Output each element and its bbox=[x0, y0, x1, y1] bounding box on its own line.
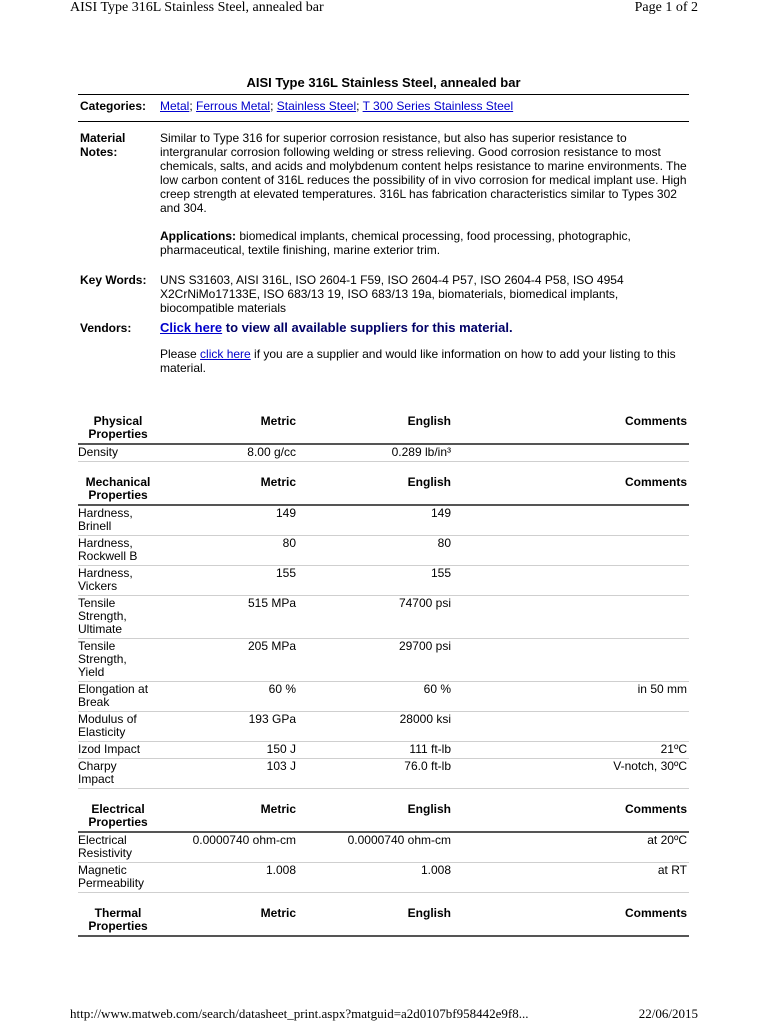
material-notes-row bbox=[78, 131, 689, 257]
metric-value: 193 GPa bbox=[158, 712, 298, 742]
material-notes-label: Material Notes: bbox=[80, 131, 126, 159]
metric-value: 150 J bbox=[158, 742, 298, 759]
datasheet bbox=[78, 72, 689, 937]
table-row bbox=[78, 832, 689, 863]
property-name: Tensile Strength, Yield bbox=[78, 639, 158, 682]
supplier-info-post: if you are a supplier and would like information on how to add your listing to this material. bbox=[160, 347, 676, 375]
metric-value: 0.0000740 ohm-cm bbox=[158, 832, 298, 863]
view-suppliers-text: to view all available suppliers for this material. bbox=[222, 320, 513, 335]
print-header-page: Page 1 of 2 bbox=[634, 0, 698, 15]
categories-row bbox=[78, 99, 689, 121]
comment-value: V-notch, 30ºC bbox=[453, 759, 689, 789]
table-row bbox=[78, 742, 689, 759]
property-name: Hardness, Brinell bbox=[78, 505, 158, 536]
properties-table bbox=[78, 411, 689, 937]
section-name: Electrical Properties bbox=[78, 799, 158, 832]
category-link[interactable]: Metal bbox=[160, 99, 190, 113]
table-row bbox=[78, 863, 689, 893]
applications-text bbox=[160, 229, 689, 257]
comments-column-header: Comments bbox=[453, 799, 689, 832]
metric-column-header: Metric bbox=[158, 799, 298, 832]
property-name: Density bbox=[78, 444, 158, 462]
section-gap bbox=[78, 893, 689, 904]
table-row bbox=[78, 596, 689, 639]
section-gap bbox=[78, 462, 689, 473]
property-name: Tensile Strength, Ultimate bbox=[78, 596, 158, 639]
section-header-row bbox=[78, 472, 689, 505]
category-separator: ; bbox=[270, 99, 274, 113]
key-words-text: UNS S31603, AISI 316L, ISO 2604-1 F59, ISO 2604-4 P57, ISO 2604-4 P58, ISO 4954 X2CrNiMo17133E, ISO 683/13 19, ISO 683/13 19a, biomaterials, biomedical implants, biocompatible materials bbox=[160, 273, 624, 315]
comments-column-header: Comments bbox=[453, 472, 689, 505]
supplier-info-line bbox=[160, 347, 689, 375]
section-name: Physical Properties bbox=[78, 411, 158, 444]
english-column-header: English bbox=[298, 472, 453, 505]
comment-value bbox=[453, 639, 689, 682]
metric-value: 103 J bbox=[158, 759, 298, 789]
english-value: 149 bbox=[298, 505, 453, 536]
key-words-label: Key Words: bbox=[80, 273, 147, 287]
comment-value: in 50 mm bbox=[453, 682, 689, 712]
print-footer bbox=[70, 1006, 698, 1024]
comment-value bbox=[453, 444, 689, 462]
table-row bbox=[78, 444, 689, 462]
add-listing-link[interactable]: click here bbox=[200, 347, 251, 361]
print-header bbox=[70, 0, 698, 18]
print-footer-date: 22/06/2015 bbox=[638, 1006, 698, 1021]
vendors-row bbox=[78, 321, 689, 375]
section-gap bbox=[78, 789, 689, 800]
property-name: Hardness, Vickers bbox=[78, 566, 158, 596]
property-name: Modulus of Elasticity bbox=[78, 712, 158, 742]
table-row bbox=[78, 759, 689, 789]
comment-value bbox=[453, 505, 689, 536]
english-column-header: English bbox=[298, 411, 453, 444]
category-link[interactable]: Ferrous Metal bbox=[196, 99, 271, 113]
table-row bbox=[78, 566, 689, 596]
metric-column-header: Metric bbox=[158, 411, 298, 444]
categories-label: Categories: bbox=[80, 99, 147, 113]
table-row bbox=[78, 682, 689, 712]
view-suppliers-link[interactable]: Click here bbox=[160, 320, 223, 335]
property-name: Izod Impact bbox=[78, 742, 158, 759]
vendors-line bbox=[160, 321, 689, 335]
comment-value bbox=[453, 596, 689, 639]
property-name: Electrical Resistivity bbox=[78, 832, 158, 863]
comment-value: at RT bbox=[453, 863, 689, 893]
categories-list bbox=[160, 99, 689, 113]
metric-value: 155 bbox=[158, 566, 298, 596]
english-value: 155 bbox=[298, 566, 453, 596]
category-separator: ; bbox=[189, 99, 193, 113]
metric-value: 149 bbox=[158, 505, 298, 536]
metric-value: 1.008 bbox=[158, 863, 298, 893]
section-header-row bbox=[78, 799, 689, 832]
metric-column-header: Metric bbox=[158, 903, 298, 936]
key-words-row bbox=[78, 273, 689, 315]
section-header-row bbox=[78, 411, 689, 444]
table-row bbox=[78, 712, 689, 742]
print-footer-url: http://www.matweb.com/search/datasheet_print.aspx?matguid=a2d0107bf958442e9f8... bbox=[70, 1006, 529, 1021]
material-notes-text: Similar to Type 316 for superior corrosion resistance, but also has superior resistance to intergranular corrosion following welding or stress relieving. Good corrosion resistance to most chemicals, salts, and acids and molybdenum content helps resistance to marine environments. The low carbon content of 316L reduces the possibility of in vivo corrosion for medical implant use. High creep strength at elevated temperatures. 316L has fabrication characteristics similar to Types 302 and 304. bbox=[160, 131, 687, 215]
english-column-header: English bbox=[298, 799, 453, 832]
metric-value: 515 MPa bbox=[158, 596, 298, 639]
property-name: Elongation at Break bbox=[78, 682, 158, 712]
english-value: 28000 ksi bbox=[298, 712, 453, 742]
property-name: Hardness, Rockwell B bbox=[78, 536, 158, 566]
section-name: Mechanical Properties bbox=[78, 472, 158, 505]
applications-list: biomedical implants, chemical processing, food processing, photographic, pharmaceutical, textile finishing, marine exterior trim. bbox=[160, 229, 631, 257]
table-row bbox=[78, 639, 689, 682]
table-row bbox=[78, 536, 689, 566]
comment-value: 21ºC bbox=[453, 742, 689, 759]
english-value: 80 bbox=[298, 536, 453, 566]
english-value: 29700 psi bbox=[298, 639, 453, 682]
english-value: 60 % bbox=[298, 682, 453, 712]
supplier-info-pre: Please bbox=[160, 347, 201, 361]
english-value: 74700 psi bbox=[298, 596, 453, 639]
property-name: Charpy Impact bbox=[78, 759, 158, 789]
category-separator: ; bbox=[356, 99, 360, 113]
title-rule bbox=[78, 94, 689, 95]
english-value: 0.0000740 ohm-cm bbox=[298, 832, 453, 863]
metric-value: 205 MPa bbox=[158, 639, 298, 682]
english-value: 76.0 ft-lb bbox=[298, 759, 453, 789]
vendors-label: Vendors: bbox=[80, 321, 132, 335]
print-header-title: AISI Type 316L Stainless Steel, annealed bar bbox=[70, 0, 324, 15]
metric-value: 60 % bbox=[158, 682, 298, 712]
property-name: Magnetic Permeability bbox=[78, 863, 158, 893]
applications-label: Applications: bbox=[160, 229, 237, 243]
comment-value bbox=[453, 566, 689, 596]
categories-rule bbox=[78, 121, 689, 122]
section-name: Thermal Properties bbox=[78, 903, 158, 936]
comment-value: at 20ºC bbox=[453, 832, 689, 863]
section-header-row bbox=[78, 903, 689, 936]
category-link[interactable]: T 300 Series Stainless Steel bbox=[362, 99, 514, 113]
english-value: 111 ft-lb bbox=[298, 742, 453, 759]
category-link[interactable]: Stainless Steel bbox=[276, 99, 357, 113]
english-column-header: English bbox=[298, 903, 453, 936]
english-value: 0.289 lb/in³ bbox=[298, 444, 453, 462]
metric-value: 80 bbox=[158, 536, 298, 566]
english-value: 1.008 bbox=[298, 863, 453, 893]
table-row bbox=[78, 505, 689, 536]
comment-value bbox=[453, 536, 689, 566]
comments-column-header: Comments bbox=[453, 411, 689, 444]
comments-column-header: Comments bbox=[453, 903, 689, 936]
comment-value bbox=[453, 712, 689, 742]
metric-column-header: Metric bbox=[158, 472, 298, 505]
metric-value: 8.00 g/cc bbox=[158, 444, 298, 462]
page-title: AISI Type 316L Stainless Steel, annealed bar bbox=[246, 75, 521, 90]
